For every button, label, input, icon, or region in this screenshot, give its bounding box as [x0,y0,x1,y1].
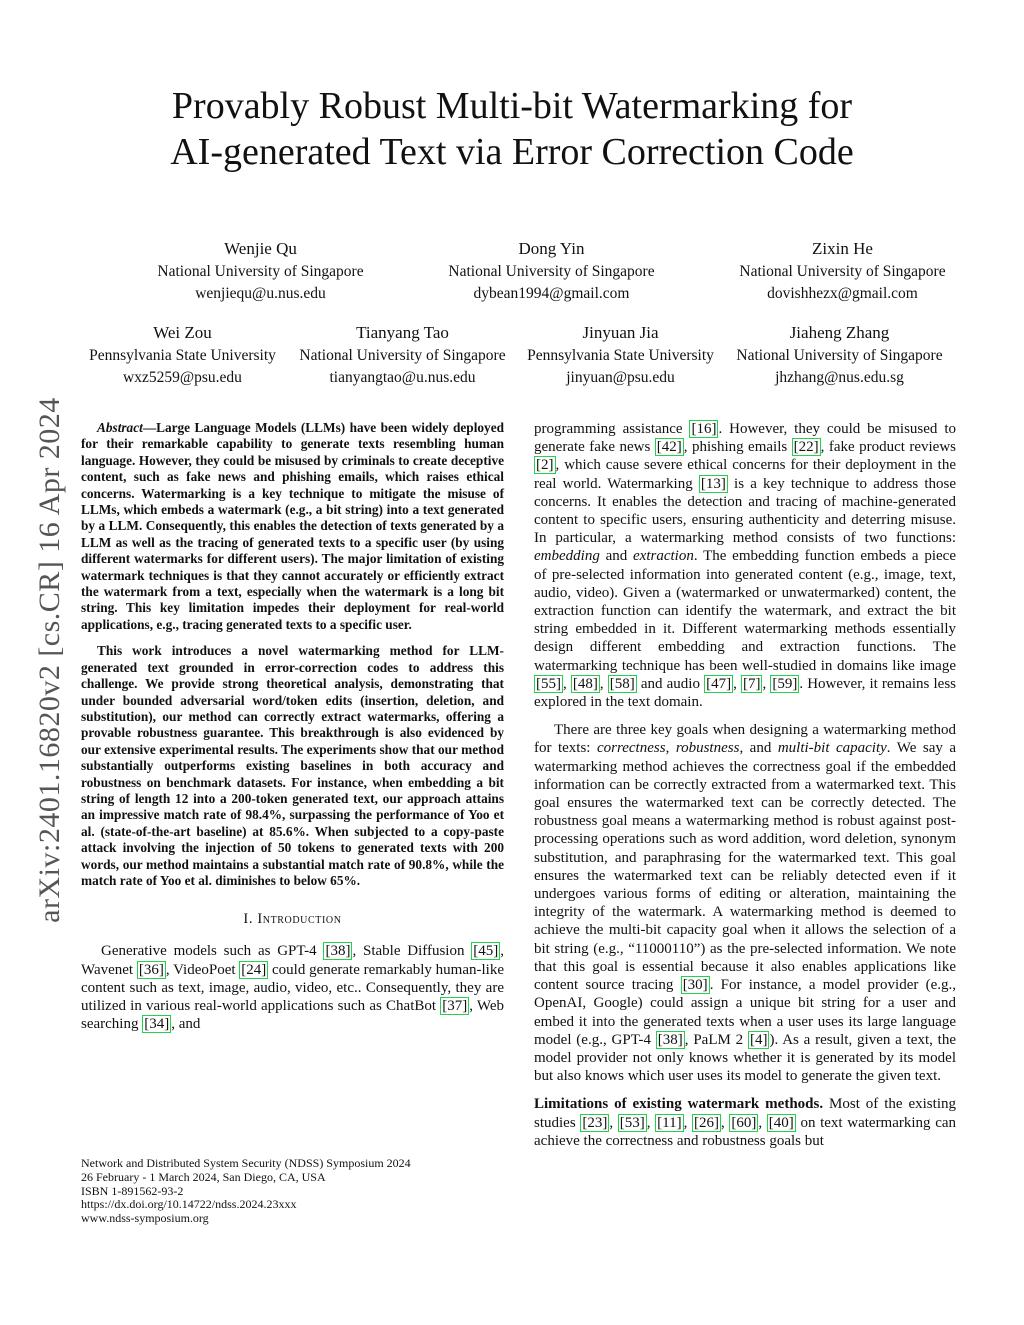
author-block [518,321,723,388]
right-column [534,420,956,1160]
author-block [715,237,970,304]
author-block [290,321,515,388]
text-run: , [563,675,571,692]
text-run: is a key technique to address those concerns. It enables the detection and tracing of machine-generated content to specific users, ensuring authenticity and deterring misuse. In particular, a watermarking method consists of two functions: [534,475,957,547]
text-run: programming assistance [534,421,690,437]
abstract-paragraph-2: This work introduces a novel watermarking method for LLM-generated text grounded in error-correction codes to address this challenge. We provide strong theoretical analysis, demonstrating that under bounded adversarial word/token edits (insertion, deletion, and substitution), our method can correctly extract watermarks, offering a provable robustness guarantee. This breakthrough is also evidenced by our extensive experimental results. The experiments show that our method substantially outperforms existing baselines in both accuracy and robustness on benchmark datasets. For instance, when embedding a bit string of length 12 into a 200-token generated text, our approach attains an impressive match rate of 98.4%, surpassing the performance of Yoo et al. (state-of-the-art baseline) at 85.6%. When subjected to a copy-paste attack involving the injection of 50 tokens to generated texts with 200 words, our method maintains a substantial match rate of 90.8%, while the match rate of Yoo et al. diminishes to below 65%. [81,643,504,888]
text-run: , Web searching [81,997,504,1033]
citation-link[interactable]: [4] [749,1031,768,1048]
citation-link[interactable]: [40] [768,1114,794,1131]
citation-link[interactable]: [42] [656,439,682,456]
text-run: Generative models such as GPT-4 [101,943,324,960]
text-run: , [609,1114,618,1131]
citation-link[interactable]: [16] [691,421,717,437]
author-email: dybean1994@gmail.com [473,284,630,302]
citation-link[interactable]: [45] [473,943,499,960]
abstract-text: —Large Language Models (LLMs) have been widely deployed for their remarkable capability to generate texts resembling human language. However, they could be misused by criminals to create deceptive content, such as fake news and phishing emails, which raises ethical concerns. Watermarking is a key technique to mitigate the misuse of LLMs, which embeds a watermark (e.g., a bit string) into a text generated by a LLM. Consequently, this enables the detection of texts generated by a LLM as well as the tracing of generated texts to a specific user (by using different watermarks for different users). The major limitation of existing watermark techniques is that they cannot accurately or efficiently extract the watermark from a text, especially when the watermark is a long bit string. This key limitation impedes their deployment for real-world applications, e.g., tracing generated texts to a specific user. [81,420,504,632]
text-run: . However, they could be misused to generate fake news [534,421,956,456]
text-run: , [683,1114,692,1131]
text-run: . However, it remains less explored in the text domain. [534,675,957,711]
footnote-line: 26 February - 1 March 2024, San Diego, CA, USA [81,1169,326,1184]
author-email: dovishhezx@gmail.com [767,284,918,302]
intro-paragraph-4 [534,1095,956,1150]
section-heading [81,911,504,928]
author-block [727,321,952,388]
author-affiliation: Pennsylvania State University [527,347,714,364]
text-run: , and [171,1016,201,1033]
abstract-label: Abstract [97,420,143,435]
text-run: , [599,675,608,692]
intro-paragraph-2 [534,420,956,711]
citation-link[interactable]: [30] [682,977,708,994]
citation-link[interactable]: [38] [325,943,351,960]
text-run: , and [739,740,778,757]
author-name: Zixin He [812,239,873,258]
text-run: and audio [636,675,705,692]
text-run: could generate remarkably human-like content such as text, image, audio, video, etc.. Consequently, they are utilized in various real-world applications such as ChatBot [81,961,504,1014]
emphasis-term: extraction [633,548,694,565]
text-run: ). As a result, given a text, the model provider not only knows whether it is generated by its model but also knows which user uses its model to generate the given text. [534,1031,957,1085]
author-affiliation: National University of Singapore [739,263,946,280]
text-run: , which cause severe ethical concerns for their deployment in the real world. Watermarking [534,457,956,492]
conference-footnote [81,1157,504,1226]
citation-link[interactable]: [53] [619,1114,645,1131]
citation-link[interactable]: [38] [657,1031,683,1048]
text-run: on text watermarking can achieve the correctness and robustness goals but [534,1114,957,1149]
text-run: There are three key goals when designing a watermarking method for texts: [534,722,956,757]
text-run: , [762,675,771,692]
citation-link[interactable]: [22] [793,439,819,456]
author-name: Jiaheng Zhang [789,323,890,342]
citation-link[interactable]: [48] [572,675,598,692]
paper-title [0,83,1024,175]
author-name: Wei Zou [153,323,212,342]
author-affiliation: National University of Singapore [448,263,655,280]
author-block [80,321,285,388]
text-run: , [665,740,676,757]
citation-link[interactable]: [58] [609,675,635,692]
citation-link[interactable]: [7] [742,675,761,692]
author-affiliation: Pennsylvania State University [89,347,276,364]
citation-link[interactable]: [34] [144,1016,170,1033]
author-name: Tianyang Tao [356,323,449,342]
section-title: Introduction [257,911,342,928]
author-name: Wenjie Qu [224,239,297,258]
intro-paragraph-1 [81,942,504,1033]
text-run: , Wavenet [81,943,504,978]
section-number: I. [243,911,254,928]
author-affiliation: National University of Singapore [736,347,943,364]
citation-link[interactable]: [37] [442,997,468,1014]
author-email: jinyuan@psu.edu [566,368,675,386]
citation-link[interactable]: [60] [731,1114,757,1131]
author-name: Jinyuan Jia [582,323,659,342]
left-column [81,420,504,1033]
text-run: and [599,548,634,565]
citation-link[interactable]: [36] [138,961,164,978]
title-line-1: Provably Robust Multi-bit Watermarking for [171,85,853,127]
footnote-line: Network and Distributed System Security (NDSS) Symposium 2024 [81,1156,411,1170]
author-email: wenjiequ@u.nus.edu [195,284,326,302]
paragraph-heading: Limitations of existing watermark methods. [534,1096,824,1113]
text-run: . We say a watermarking method achieves the correctness goal if the embedded information can be correctly extracted from a watermarked text. This goal ensures the watermarked text can be correctly detected. The robustness goal means a watermarking method is robust against post-processing operations such as word addition, word deletion, synonym substitution, and paraphrasing for the watermarked text. This goal ensures the watermarked text can be reliably detected even if it undergoes various forms of editing or alteration, maintaining the integrity of the watermark. A watermarking method is deemed to achieve the multi-bit capacity goal when it allows the selection of a bit string (e.g., “11000110”) as the pre-selected information. We note that this goal is essential because it also enables applications like content source tracing [534,740,957,994]
citation-link[interactable]: [47] [706,675,732,692]
citation-link[interactable]: [11] [657,1114,682,1131]
text-run: , [646,1114,656,1131]
citation-link[interactable]: [13] [700,475,726,492]
intro-paragraph-3 [534,721,956,1085]
text-run: , VideoPoet [165,961,240,978]
author-block [424,237,679,304]
author-affiliation: National University of Singapore [299,347,506,364]
author-affiliation: National University of Singapore [157,263,364,280]
citation-link[interactable]: [55] [536,675,561,692]
text-run: . For instance, a model provider (e.g., OpenAI, Google) could assign a unique bit string for a user and embed it into the generated texts when a user uses its large language model (e.g., GPT-4 [534,977,956,1048]
title-line-2: AI-generated Text via Error Correction Code [170,131,854,173]
author-email: wxz5259@psu.edu [123,368,242,386]
footnote-line: ISBN 1-891562-93-2 [81,1183,184,1198]
citation-link[interactable]: [26] [693,1114,719,1131]
author-block [133,237,388,304]
footnote-doi-link[interactable]: https://dx.doi.org/10.14722/ndss.2024.23xxx [81,1197,297,1212]
text-run: , PaLM 2 [684,1031,748,1048]
text-run: Most of the existing studies [534,1096,956,1131]
author-email: jhzhang@nus.edu.sg [775,368,904,386]
citation-link[interactable]: [23] [582,1114,608,1131]
citation-link[interactable]: [59] [772,675,798,692]
text-run: . The embedding function embeds a piece of pre-selected information into generated content (e.g., image, text, audio, video). Given a (watermarked or unwatermarked) content, the extraction function can identify the watermark, and extract the bit string embedded in it. Different watermarking methods essentially design different embedding and extraction functions. The watermarking technique has been well-studied in domains like image [534,548,956,674]
citation-link[interactable]: [2] [536,457,554,474]
emphasis-term: embedding [534,548,600,565]
footnote-website-link[interactable]: www.ndss-symposium.org [81,1211,209,1226]
text-run: , phishing emails [683,439,792,456]
author-name: Dong Yin [518,239,585,258]
emphasis-term: multi-bit capacity [777,740,887,757]
citation-link[interactable]: [24] [241,961,267,978]
text-run: , [758,1114,767,1131]
emphasis-term: robustness [675,740,740,757]
arxiv-stamp: arXiv:2401.16820v2 [cs.CR] 16 Apr 2024 [33,397,66,923]
text-run: , [733,675,741,692]
author-email: tianyangtao@u.nus.edu [329,368,476,386]
text-run: , fake product reviews [820,439,957,456]
abstract-paragraph-1 [81,420,504,633]
text-run: , [720,1114,730,1131]
emphasis-term: correctness [596,740,666,757]
text-run: , Stable Diffusion [352,943,472,960]
